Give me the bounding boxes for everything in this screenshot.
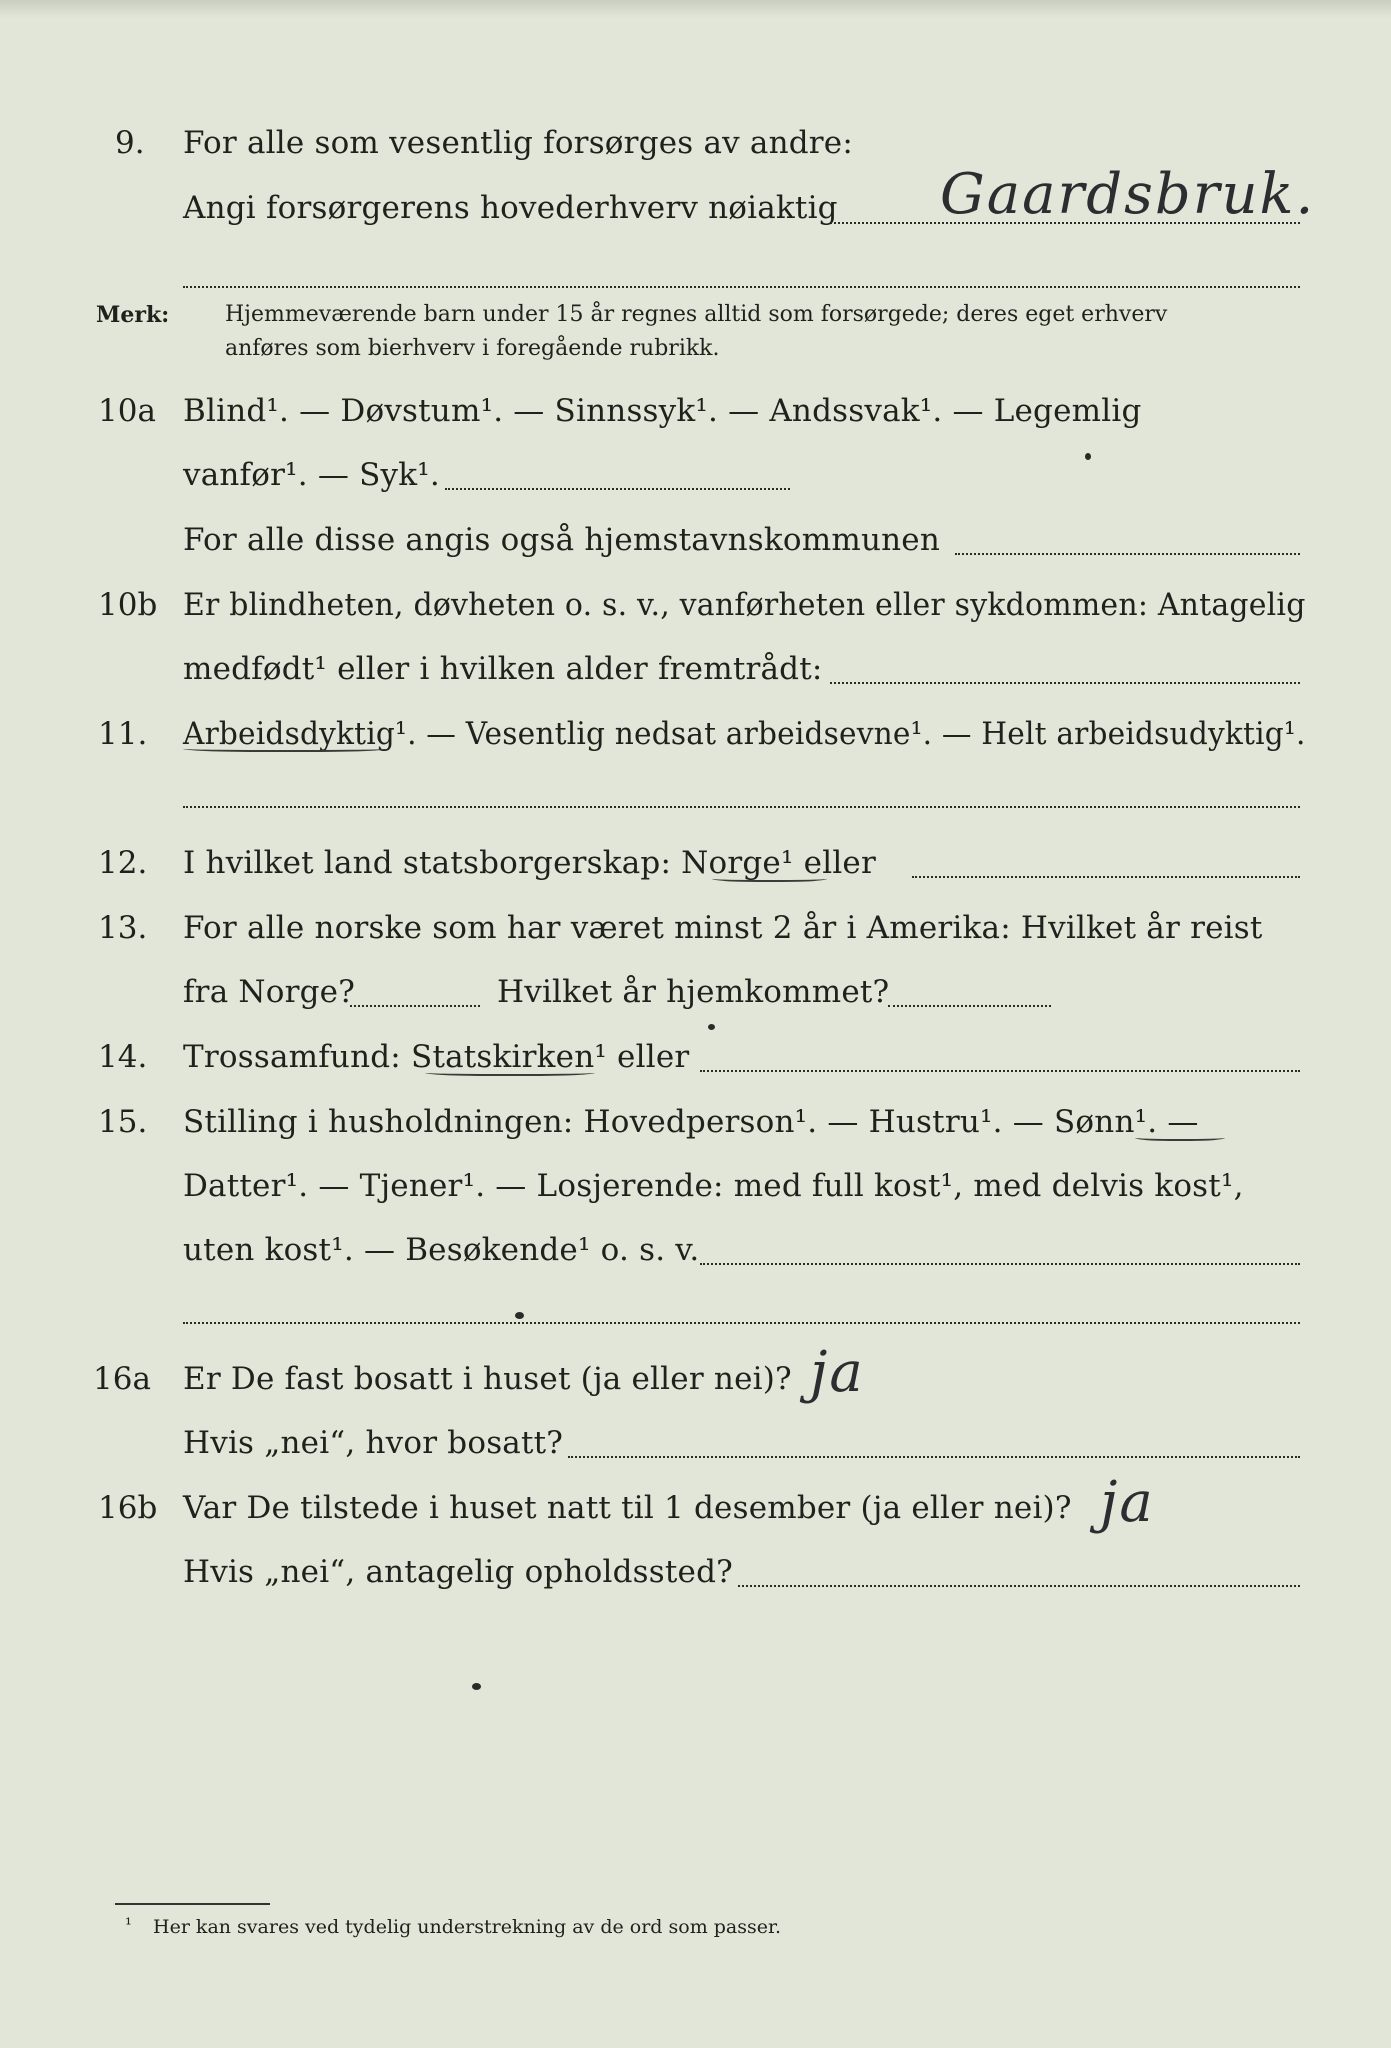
q15-underline-sonn xyxy=(1135,1133,1225,1141)
merk-label: Merk: xyxy=(96,302,170,328)
q12-number: 12. xyxy=(98,845,148,881)
q14-line1: Trossamfund: Statskirken¹ eller xyxy=(183,1039,690,1075)
q11-underline-arbeidsdyktig xyxy=(183,744,388,752)
merk-line1: Hjemmeværende barn under 15 år regnes alltid som forsørgede; deres eget erhverv xyxy=(225,302,1168,327)
q16a-number: 16a xyxy=(93,1361,151,1397)
q13-hjemkommet-line xyxy=(888,1005,1051,1007)
q13-reist-line xyxy=(350,1005,480,1007)
footnote-text: Her kan svares ved tydelig understrekning av de ord som passer. xyxy=(153,1916,782,1938)
q10a-line2: vanfør¹. — Syk¹. xyxy=(183,457,440,493)
q9-line2: Angi forsørgerens hovederhverv nøiaktig xyxy=(183,190,838,226)
q16b-number: 16b xyxy=(98,1490,158,1526)
q16b-line2: Hvis „nei“, antagelig opholdssted? xyxy=(183,1554,733,1590)
q11-line1: Arbeidsdyktig¹. — Vesentlig nedsat arbeidsevne¹. — Helt arbeidsudyktig¹. xyxy=(183,716,1306,752)
q10a-line1: Blind¹. — Døvstum¹. — Sinnssyk¹. — Andssvak¹. — Legemlig xyxy=(183,393,1142,429)
q16a-bosatt-line xyxy=(568,1456,1300,1458)
q13-line2a: fra Norge? xyxy=(183,974,356,1010)
q15-line1: Stilling i husholdningen: Hovedperson¹. — Hustru¹. — Sønn¹. — xyxy=(183,1104,1199,1140)
q15-line3: uten kost¹. — Besøkende¹ o. s. v. xyxy=(183,1232,700,1268)
q11-number: 11. xyxy=(98,716,148,752)
q14-underline-statskirken xyxy=(425,1068,595,1076)
page-top-edge xyxy=(0,0,1391,18)
ink-speck xyxy=(515,1312,524,1319)
q13-number: 13. xyxy=(98,910,148,946)
ink-speck xyxy=(708,1024,715,1030)
q10a-kommune-line xyxy=(955,553,1300,555)
q10b-answer-line xyxy=(830,682,1300,684)
q10b-line1: Er blindheten, døvheten o. s. v., vanførheten eller sykdommen: Antagelig xyxy=(183,587,1306,623)
ink-speck xyxy=(1085,453,1091,460)
q10b-number: 10b xyxy=(98,587,158,623)
q12-underline-norge xyxy=(712,874,827,882)
ink-speck xyxy=(472,1683,481,1690)
q10a-syk-line xyxy=(445,488,790,490)
q10b-line2: medfødt¹ eller i hvilken alder fremtrådt: xyxy=(183,651,823,687)
q13-line1: For alle norske som har været minst 2 år i Amerika: Hvilket år reist xyxy=(183,910,1263,946)
q16a-handwritten-answer: ja xyxy=(810,1340,865,1405)
q13-line2b: Hvilket år hjemkommet? xyxy=(497,974,890,1010)
q14-number: 14. xyxy=(98,1039,148,1075)
q10a-number: 10a xyxy=(98,393,156,429)
q15-answer-line xyxy=(700,1263,1300,1265)
q12-line1: I hvilket land statsborgerskap: Norge¹ eller xyxy=(183,845,876,881)
q11-extra-line xyxy=(183,806,1300,808)
footnote-mark: ¹ xyxy=(125,1915,132,1935)
q9-handwritten-answer: Gaardsbruk. xyxy=(940,162,1316,227)
q16b-opholdssted-line xyxy=(738,1585,1300,1587)
q16b-line1: Var De tilstede i huset natt til 1 desember (ja eller nei)? xyxy=(183,1490,1072,1526)
footnote-rule xyxy=(115,1903,270,1905)
q9-number: 9. xyxy=(115,125,145,161)
q15-line2: Datter¹. — Tjener¹. — Losjerende: med full kost¹, med delvis kost¹, xyxy=(183,1168,1244,1204)
q16a-line2: Hvis „nei“, hvor bosatt? xyxy=(183,1425,564,1461)
q9-extra-line xyxy=(183,286,1300,288)
q16a-line1: Er De fast bosatt i huset (ja eller nei)? xyxy=(183,1361,792,1397)
q15-number: 15. xyxy=(98,1104,148,1140)
q9-line1: For alle som vesentlig forsørges av andre: xyxy=(183,125,853,161)
merk-line2: anføres som bierhverv i foregående rubrikk. xyxy=(225,336,720,361)
q15-extra-line xyxy=(183,1322,1300,1324)
q16b-handwritten-answer: ja xyxy=(1100,1470,1155,1535)
q14-answer-line xyxy=(700,1070,1300,1072)
q10a-line3: For alle disse angis også hjemstavnskommunen xyxy=(183,522,940,558)
q12-answer-line xyxy=(912,876,1300,878)
